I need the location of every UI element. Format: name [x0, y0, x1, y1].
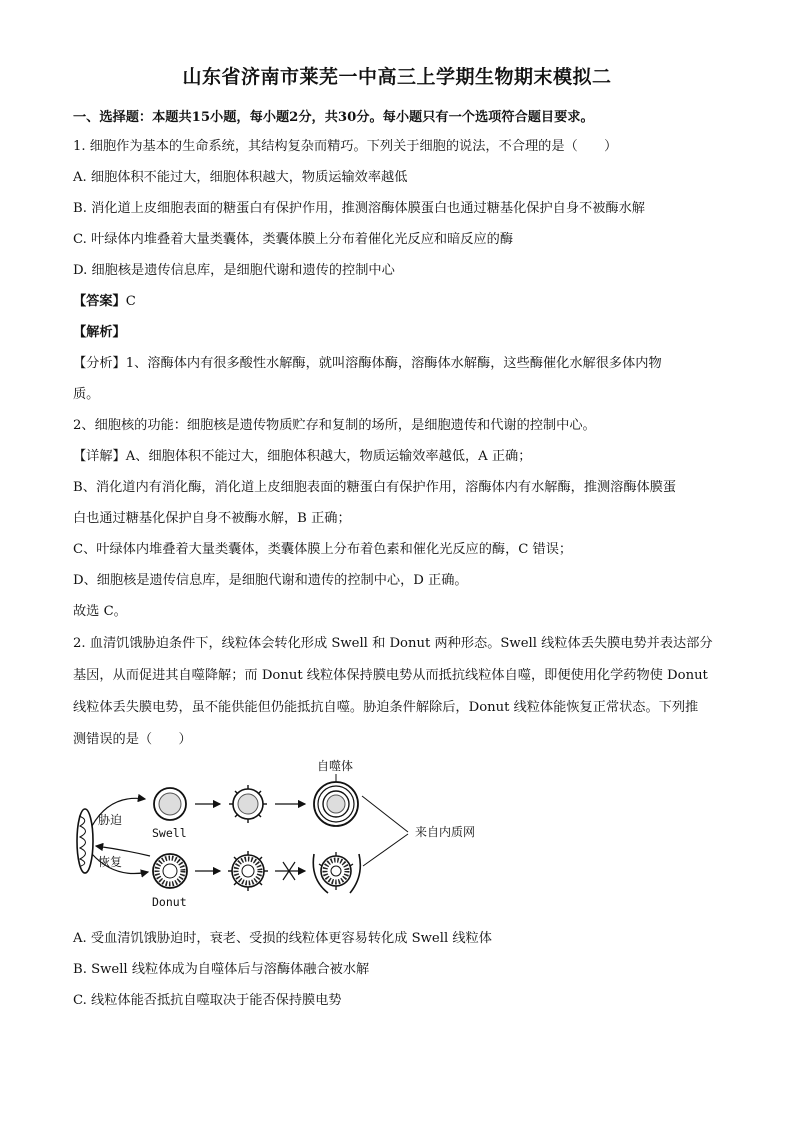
answer-label: 【答案】 [73, 294, 126, 309]
analysis-label: 【解析】 [73, 325, 126, 340]
mitochondria-figure [70, 754, 540, 914]
donut-depolarized [228, 851, 268, 891]
analysis-line: 质。 [73, 387, 100, 402]
analysis-line: C、叶绿体内堆叠着大量类囊体，类囊体膜上分布着色素和催化光反应的酶，C 错误； [73, 542, 573, 557]
donut-with-er-membrane [313, 852, 360, 893]
q2-stem-line: 2. 血清饥饿胁迫条件下，线粒体会转化形成 Swell 和 Donut 两种形态。Swell 线粒体丢失膜电势并表达部分 [73, 636, 713, 651]
recover-label: 恢复 [98, 855, 123, 869]
donut-label: Donut [152, 895, 187, 909]
normal-mitochondrion [77, 809, 93, 873]
analysis-line: 故选 C。 [73, 604, 127, 619]
page-title: 山东省济南市莱芜一中高三上学期生物期末模拟二 [182, 66, 612, 88]
analysis-line: D、细胞核是遗传信息库，是细胞代谢和遗传的控制中心，D 正确。 [73, 573, 468, 588]
swell-depolarized [229, 785, 267, 823]
q2-option-c: C. 线粒体能否抵抗自噬取决于能否保持膜电势 [73, 993, 342, 1008]
q1-option-a: A. 细胞体积不能过大，细胞体积越大，物质运输效率越低 [73, 170, 408, 185]
donut-mitochondrion [153, 854, 187, 888]
q1-stem: 1. 细胞作为基本的生命系统，其结构复杂而精巧。下列关于细胞的说法，不合理的是（ ） [73, 139, 618, 154]
autophagosome-label: 自噬体 [317, 759, 354, 773]
q1-option-d: D. 细胞核是遗传信息库，是细胞代谢和遗传的控制中心 [73, 263, 395, 278]
analysis-line: 白也通过糖基化保护自身不被酶水解，B 正确； [73, 511, 351, 526]
q1-option-c: C. 叶绿体内堆叠着大量类囊体，类囊体膜上分布着催化光反应和暗反应的酶 [73, 232, 514, 247]
analysis-line: B、消化道内有消化酶，消化道上皮细胞表面的糖蛋白有保护作用，溶酶体内有水解酶，推测溶酶体膜蛋 [73, 480, 677, 495]
section-heading: 一、选择题：本题共15小题，每小题2分，共30分。每小题只有一个选项符合题目要求。 [73, 110, 594, 125]
stress-label: 胁迫 [98, 813, 123, 827]
answer-value: C [125, 294, 136, 309]
analysis-line: 【详解】A、细胞体积不能过大，细胞体积越大，物质运输效率越低，A 正确； [73, 449, 532, 464]
q2-stem-line: 测错误的是（ ） [73, 732, 192, 747]
q1-option-b: B. 消化道上皮细胞表面的糖蛋白有保护作用，推测溶酶体膜蛋白也通过糖基化保护自身不被酶水解 [73, 201, 645, 216]
q2-stem-line: 线粒体丢失膜电势，虽不能供能但仍能抵抗自噬。胁迫条件解除后，Donut 线粒体能恢复正常状态。下列推 [73, 700, 699, 715]
analysis-line: 【分析】1、溶酶体内有很多酸性水解酶，就叫溶酶体酶，溶酶体水解酶，这些酶催化水解很多体内物 [73, 356, 662, 371]
swell-mitochondrion [154, 788, 186, 820]
q1-answer [73, 290, 733, 309]
swell-label: Swell [152, 826, 187, 840]
q2-stem-line: 基因，从而促进其自噬降解；而 Donut 线粒体保持膜电势从而抵抗线粒体自噬，即便使用化学药物使 Donut [73, 668, 708, 683]
analysis-line: 2、细胞核的功能：细胞核是遗传物质贮存和复制的场所，是细胞遗传和代谢的控制中心。 [73, 418, 596, 433]
q2-option-a: A. 受血清饥饿胁迫时，衰老、受损的线粒体更容易转化成 Swell 线粒体 [73, 931, 492, 946]
q2-option-b: B. Swell 线粒体成为自噬体后与溶酶体融合被水解 [73, 962, 370, 977]
autophagosome [314, 782, 358, 826]
er-source-label: 来自内质网 [415, 825, 476, 839]
